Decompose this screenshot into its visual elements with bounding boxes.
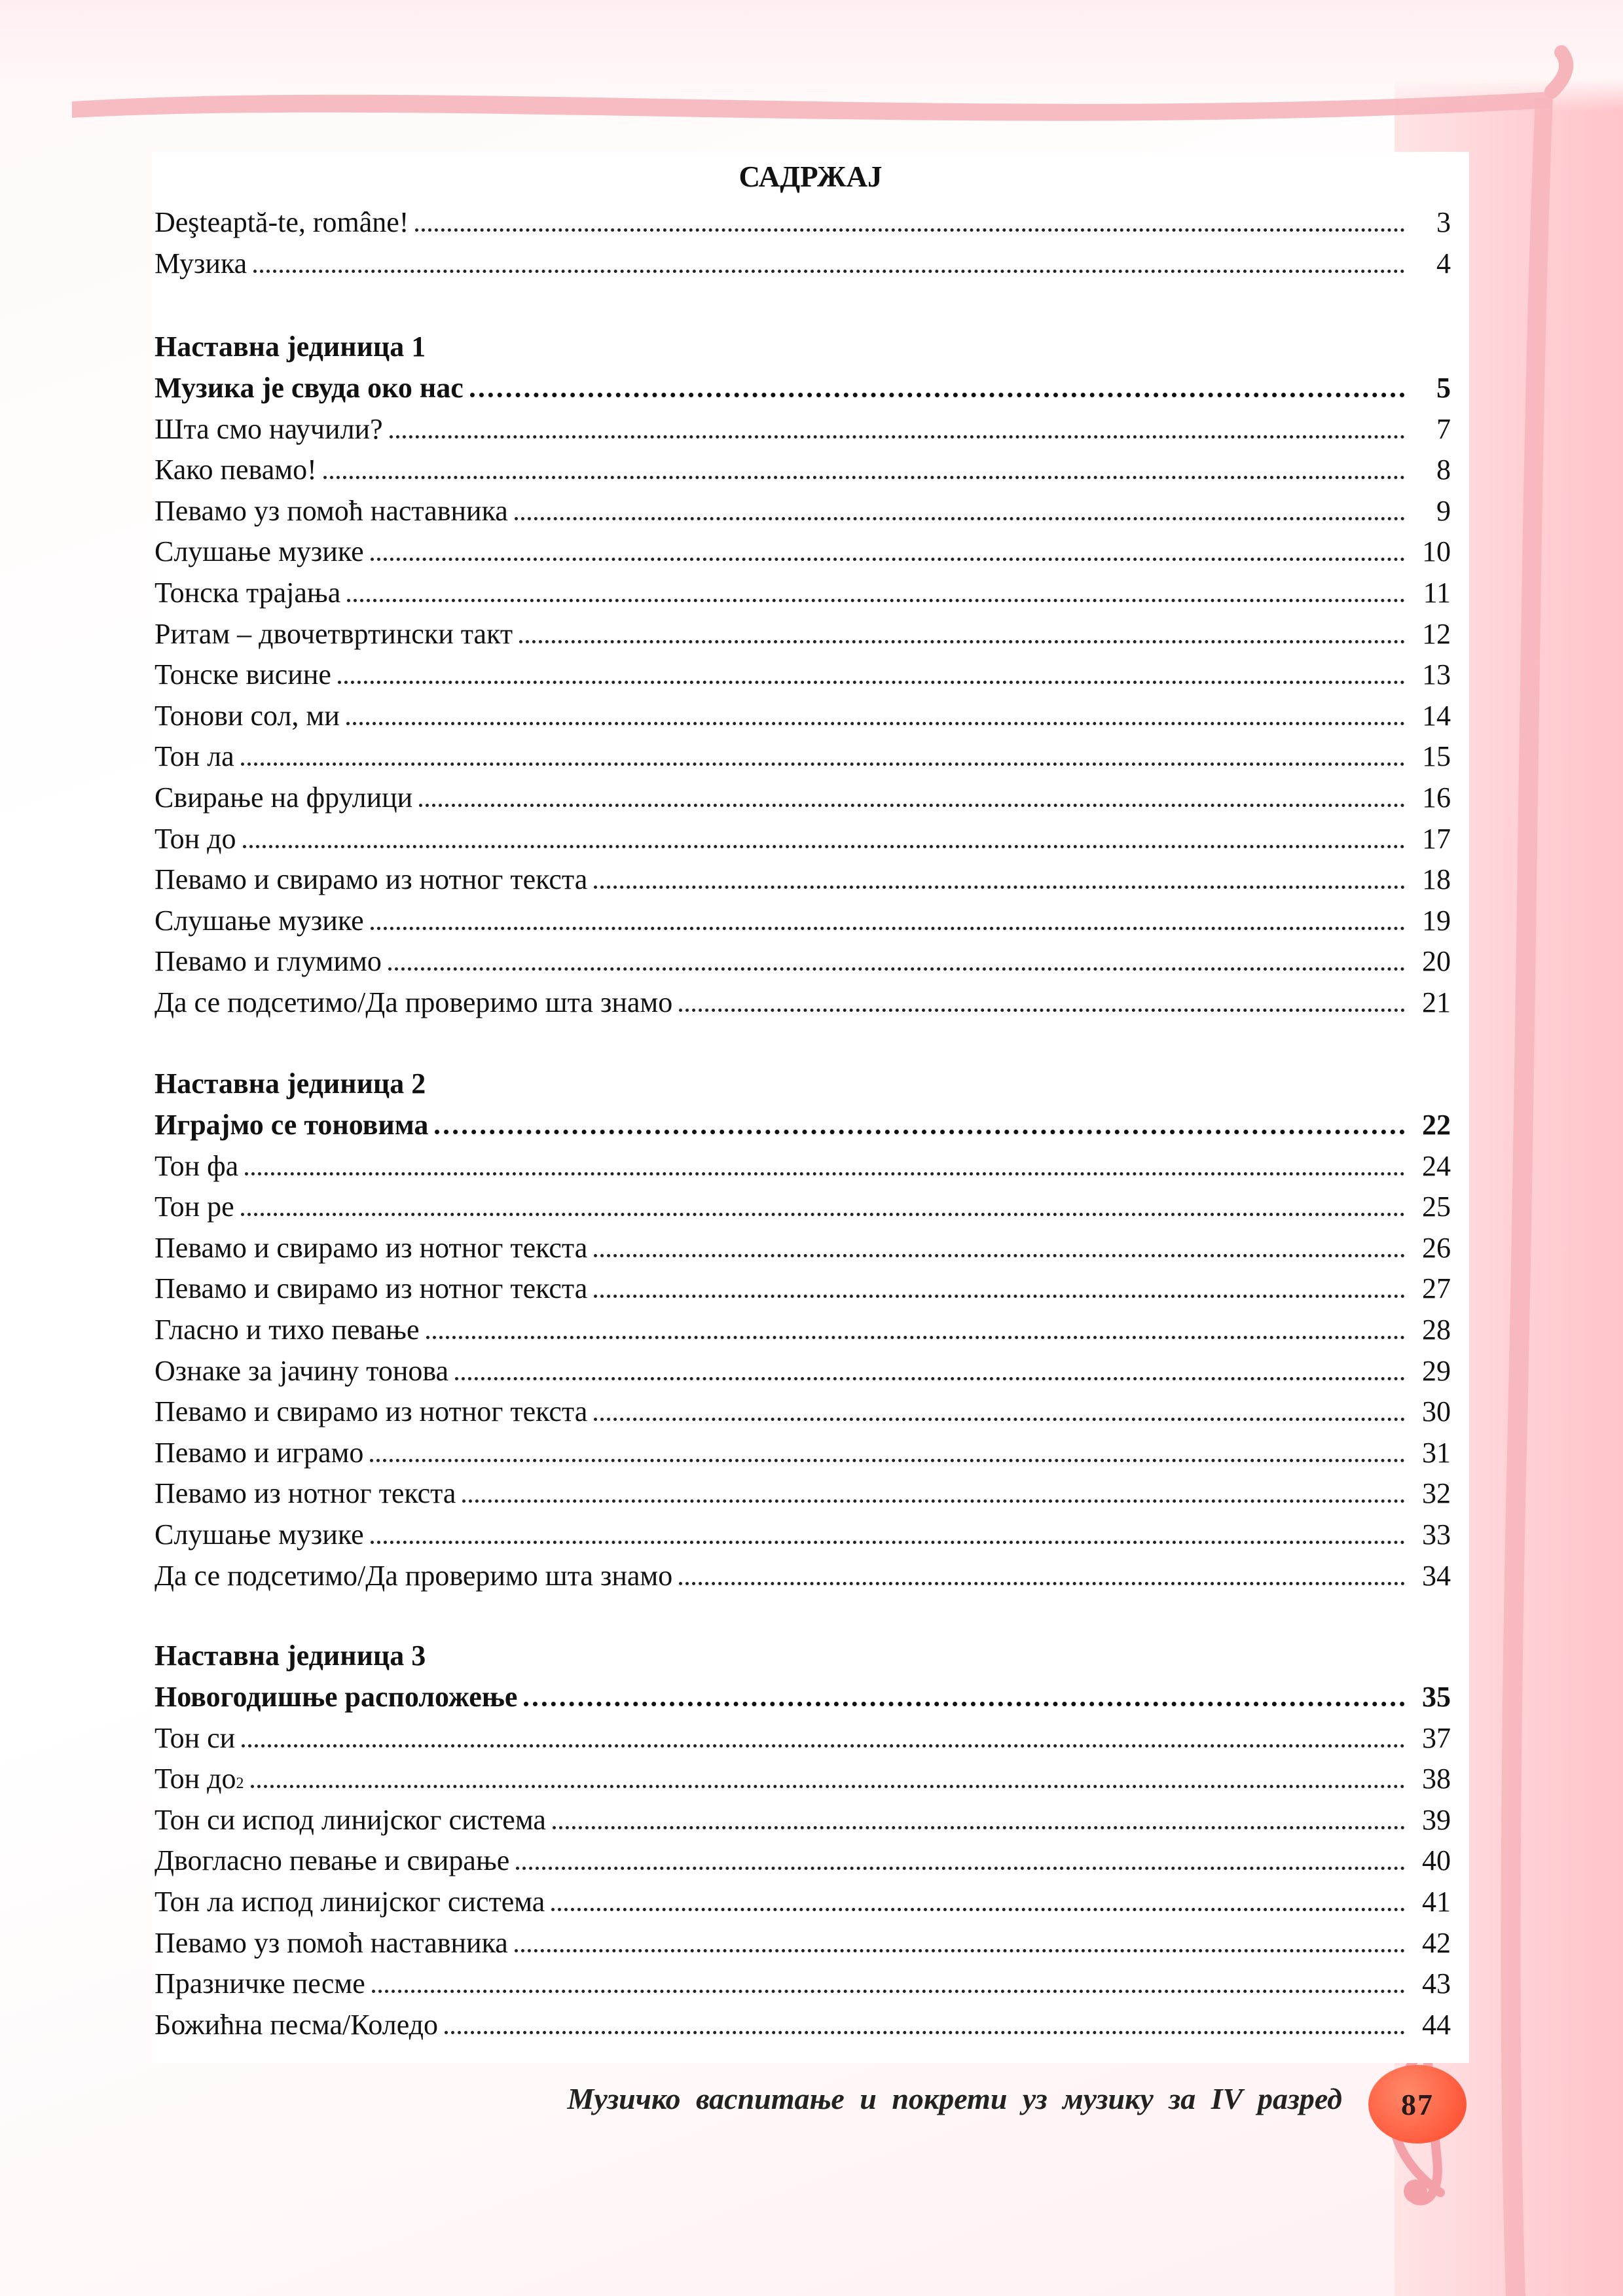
toc-page-number: 41 <box>1422 1886 1451 1918</box>
toc-page-number: 34 <box>1422 1559 1451 1592</box>
toc-row[interactable] <box>155 1354 1451 1393</box>
toc-row[interactable] <box>155 1149 1451 1189</box>
toc-entry-label: Ритам – двочетвртински такт <box>155 617 513 650</box>
toc-page-number: 27 <box>1422 1272 1451 1305</box>
dot-leader <box>388 948 1405 971</box>
unit-heading: Наставна јединица 2 <box>155 1067 426 1100</box>
toc-entry-label: Тон ла <box>155 740 234 773</box>
toc-entry-label: Тон ре <box>155 1191 234 1223</box>
toc-page-number: 12 <box>1422 617 1451 650</box>
toc-entry-label: Тон до <box>155 822 236 855</box>
toc-row[interactable] <box>155 1844 1451 1883</box>
toc-entry-label: Двогласно певање и свирање <box>155 1844 510 1877</box>
dot-leader <box>594 865 1405 889</box>
dot-leader <box>594 1397 1405 1421</box>
toc-page-number: 31 <box>1422 1436 1451 1469</box>
toc-row[interactable] <box>155 1926 1451 1965</box>
toc-row[interactable] <box>155 1967 1451 2006</box>
toc-entry-label: Тон до <box>155 1763 236 1795</box>
toc-page-number: 39 <box>1422 1803 1451 1836</box>
toc-entry-label: Шта смо научили? <box>155 412 383 445</box>
toc-row[interactable] <box>155 1762 1451 1801</box>
toc-row[interactable] <box>155 247 1451 286</box>
dot-leader <box>553 1806 1405 1829</box>
table-of-contents <box>152 152 1469 2063</box>
dot-leader <box>455 1357 1405 1380</box>
toc-page-number: 8 <box>1436 454 1451 486</box>
toc-page-number: 17 <box>1422 822 1451 855</box>
dot-leader <box>372 1969 1405 1993</box>
toc-row-lesson-title[interactable] <box>155 1108 1451 1147</box>
toc-entry-label: Слушање музике <box>155 1518 364 1551</box>
toc-entry-label: Музика је свуда око нас <box>155 372 464 404</box>
dot-leader <box>419 783 1405 807</box>
toc-row[interactable] <box>155 904 1451 943</box>
unit-heading: Наставна јединица 1 <box>155 331 426 363</box>
toc-entry-label: Тон ла испод линијског система <box>155 1886 545 1918</box>
toc-page-number: 3 <box>1436 206 1451 238</box>
toc-entry-label: Deşteaptă-te, române! <box>155 206 409 238</box>
toc-entry-label: Певамо и свирамо из нотног текста <box>155 863 588 896</box>
toc-row[interactable] <box>155 1477 1451 1516</box>
toc-entry-label: Певамо уз помоћ наставника <box>155 494 508 527</box>
toc-entry-label: Играјмо се тоновима <box>155 1109 429 1141</box>
toc-row[interactable] <box>155 986 1451 1025</box>
toc-page-number: 15 <box>1422 740 1451 773</box>
toc-page-number: 5 <box>1436 372 1451 404</box>
toc-entry-label: Да се подсетимо/Да проверимо шта знамо <box>155 1559 673 1592</box>
toc-entry-label: Музика <box>155 247 247 279</box>
toc-page-number: 4 <box>1436 247 1451 279</box>
dot-leader <box>243 825 1405 848</box>
dot-leader <box>242 1724 1405 1748</box>
toc-page-number: 43 <box>1422 1967 1451 2000</box>
unit-heading: Наставна јединица 3 <box>155 1640 426 1672</box>
dot-leader <box>338 660 1405 684</box>
toc-entry-label: Слушање музике <box>155 904 364 937</box>
toc-row[interactable] <box>155 822 1451 861</box>
toc-page-number: 14 <box>1422 699 1451 732</box>
toc-page-number: 18 <box>1422 863 1451 896</box>
toc-entry-label: Певамо и глумимо <box>155 945 382 978</box>
dot-leader <box>371 1520 1405 1544</box>
toc-row-lesson-title[interactable] <box>155 1680 1451 1719</box>
dot-leader <box>241 743 1405 766</box>
toc-entry-label: Свирање на фрулици <box>155 781 413 814</box>
toc-page-number: 25 <box>1422 1191 1451 1223</box>
toc-row[interactable] <box>155 944 1451 984</box>
toc-page-number: 9 <box>1436 494 1451 527</box>
dot-leader <box>323 456 1405 479</box>
dot-leader <box>415 208 1405 232</box>
toc-page-number: 7 <box>1436 412 1451 445</box>
toc-page-number: 30 <box>1422 1395 1451 1428</box>
dot-leader <box>515 497 1405 520</box>
dot-leader <box>241 1193 1405 1216</box>
toc-row[interactable] <box>155 576 1451 615</box>
toc-page-number: 19 <box>1422 904 1451 937</box>
toc-page-number: 28 <box>1422 1314 1451 1346</box>
toc-page-number: 40 <box>1422 1844 1451 1877</box>
toc-row[interactable] <box>155 658 1451 697</box>
dot-leader <box>445 2011 1405 2034</box>
toc-row[interactable] <box>155 412 1451 452</box>
dot-leader <box>371 906 1405 930</box>
toc-title: САДРЖАЈ <box>739 160 883 193</box>
toc-row[interactable] <box>155 453 1451 492</box>
dot-leader <box>519 620 1405 643</box>
dot-leader <box>679 1562 1405 1585</box>
dot-leader <box>462 1480 1405 1503</box>
toc-page-number: 26 <box>1422 1231 1451 1264</box>
dot-leader <box>679 988 1405 1012</box>
toc-page-number: 24 <box>1422 1149 1451 1182</box>
toc-page-number: 37 <box>1422 1721 1451 1754</box>
toc-page-number: 32 <box>1422 1477 1451 1510</box>
toc-row[interactable] <box>155 1885 1451 1924</box>
toc-page-number: 22 <box>1422 1109 1451 1141</box>
toc-row[interactable] <box>155 1436 1451 1475</box>
dot-leader <box>426 1316 1406 1339</box>
toc-page-number: 16 <box>1422 781 1451 814</box>
toc-page-number: 11 <box>1423 577 1451 609</box>
toc-entry-label: Певамо и свирамо из нотног текста <box>155 1272 588 1305</box>
toc-page-number: 20 <box>1422 945 1451 978</box>
dot-leader <box>370 1439 1405 1462</box>
toc-row[interactable] <box>155 1231 1451 1270</box>
toc-row[interactable] <box>155 1803 1451 1842</box>
toc-page-number: 33 <box>1422 1518 1451 1551</box>
toc-entry-label: Тон си <box>155 1721 236 1754</box>
dot-leader <box>371 538 1405 562</box>
toc-row[interactable] <box>155 1395 1451 1434</box>
toc-entry-label: Тон фа <box>155 1149 239 1182</box>
toc-page-number: 38 <box>1422 1763 1451 1795</box>
toc-row[interactable] <box>155 1313 1451 1352</box>
toc-page-number: 35 <box>1422 1681 1451 1713</box>
toc-row[interactable] <box>155 699 1451 738</box>
toc-entry-label: Певамо из нотног текста <box>155 1477 456 1510</box>
toc-entry-label: Певамо и свирамо из нотног текста <box>155 1231 588 1264</box>
toc-row[interactable] <box>155 2008 1451 2047</box>
dot-leader <box>251 1765 1405 1788</box>
toc-row[interactable] <box>155 863 1451 902</box>
toc-entry-label: Певамо и свирамо из нотног текста <box>155 1395 588 1428</box>
toc-page-number: 10 <box>1422 535 1451 568</box>
dot-leader <box>253 249 1405 273</box>
toc-entry-label: Слушање музике <box>155 535 364 568</box>
dot-leader <box>347 579 1405 602</box>
toc-page-number: 42 <box>1422 1926 1451 1959</box>
dot-leader <box>524 1681 1405 1706</box>
toc-page-number: 13 <box>1422 658 1451 691</box>
toc-row[interactable] <box>155 1190 1451 1229</box>
dot-leader <box>435 1109 1405 1134</box>
toc-page-number: 21 <box>1422 986 1451 1018</box>
dot-leader <box>516 1847 1405 1871</box>
page-number-badge <box>1368 2065 1467 2144</box>
toc-entry-label: Тонови сол, ми <box>155 699 340 732</box>
toc-row[interactable] <box>155 617 1451 656</box>
page-number: 87 <box>1401 2087 1434 2121</box>
toc-row[interactable] <box>155 1272 1451 1311</box>
toc-row[interactable] <box>155 535 1451 574</box>
toc-entry-label: Тонска трајања <box>155 577 341 609</box>
toc-row[interactable] <box>155 1559 1451 1598</box>
toc-entry-label: Празничке песме <box>155 1967 365 2000</box>
toc-entry-label: Гласно и тихо певање <box>155 1314 420 1346</box>
dot-leader <box>594 1234 1405 1257</box>
toc-page-number: 44 <box>1422 2008 1451 2041</box>
dot-leader <box>245 1152 1405 1175</box>
dot-leader <box>515 1929 1405 1952</box>
toc-entry-label: Новогодишње расположење <box>155 1681 518 1713</box>
dot-leader <box>390 415 1405 439</box>
toc-entry-label: Певамо уз помоћ наставника <box>155 1926 508 1959</box>
toc-entry-label: Ознаке за јачину тонова <box>155 1354 449 1387</box>
dot-leader <box>551 1888 1405 1911</box>
toc-entry-label: Да се подсетимо/Да проверимо шта знамо <box>155 986 673 1018</box>
toc-entry-label: Како певамо! <box>155 454 317 486</box>
toc-row[interactable] <box>155 494 1451 533</box>
toc-entry-superscript: 2 <box>236 1775 244 1793</box>
toc-row[interactable] <box>155 206 1451 245</box>
dot-leader <box>346 702 1405 725</box>
toc-row[interactable] <box>155 1721 1451 1761</box>
footer-book-title: Музичко васпитање и покрети уз музику за IV разред <box>567 2082 1342 2115</box>
toc-entry-label: Певамо и играмо <box>155 1436 364 1469</box>
toc-row[interactable] <box>155 1518 1451 1557</box>
toc-entry-label: Тонске висине <box>155 658 331 691</box>
toc-entry-label: Божићна песма/Коледо <box>155 2008 439 2041</box>
toc-row[interactable] <box>155 781 1451 820</box>
toc-row[interactable] <box>155 740 1451 779</box>
toc-page-number: 29 <box>1422 1354 1451 1387</box>
toc-row-lesson-title[interactable] <box>155 371 1451 410</box>
dot-leader <box>594 1275 1405 1299</box>
dot-leader <box>470 372 1405 397</box>
toc-entry-label: Тон си испод линијског система <box>155 1803 546 1836</box>
